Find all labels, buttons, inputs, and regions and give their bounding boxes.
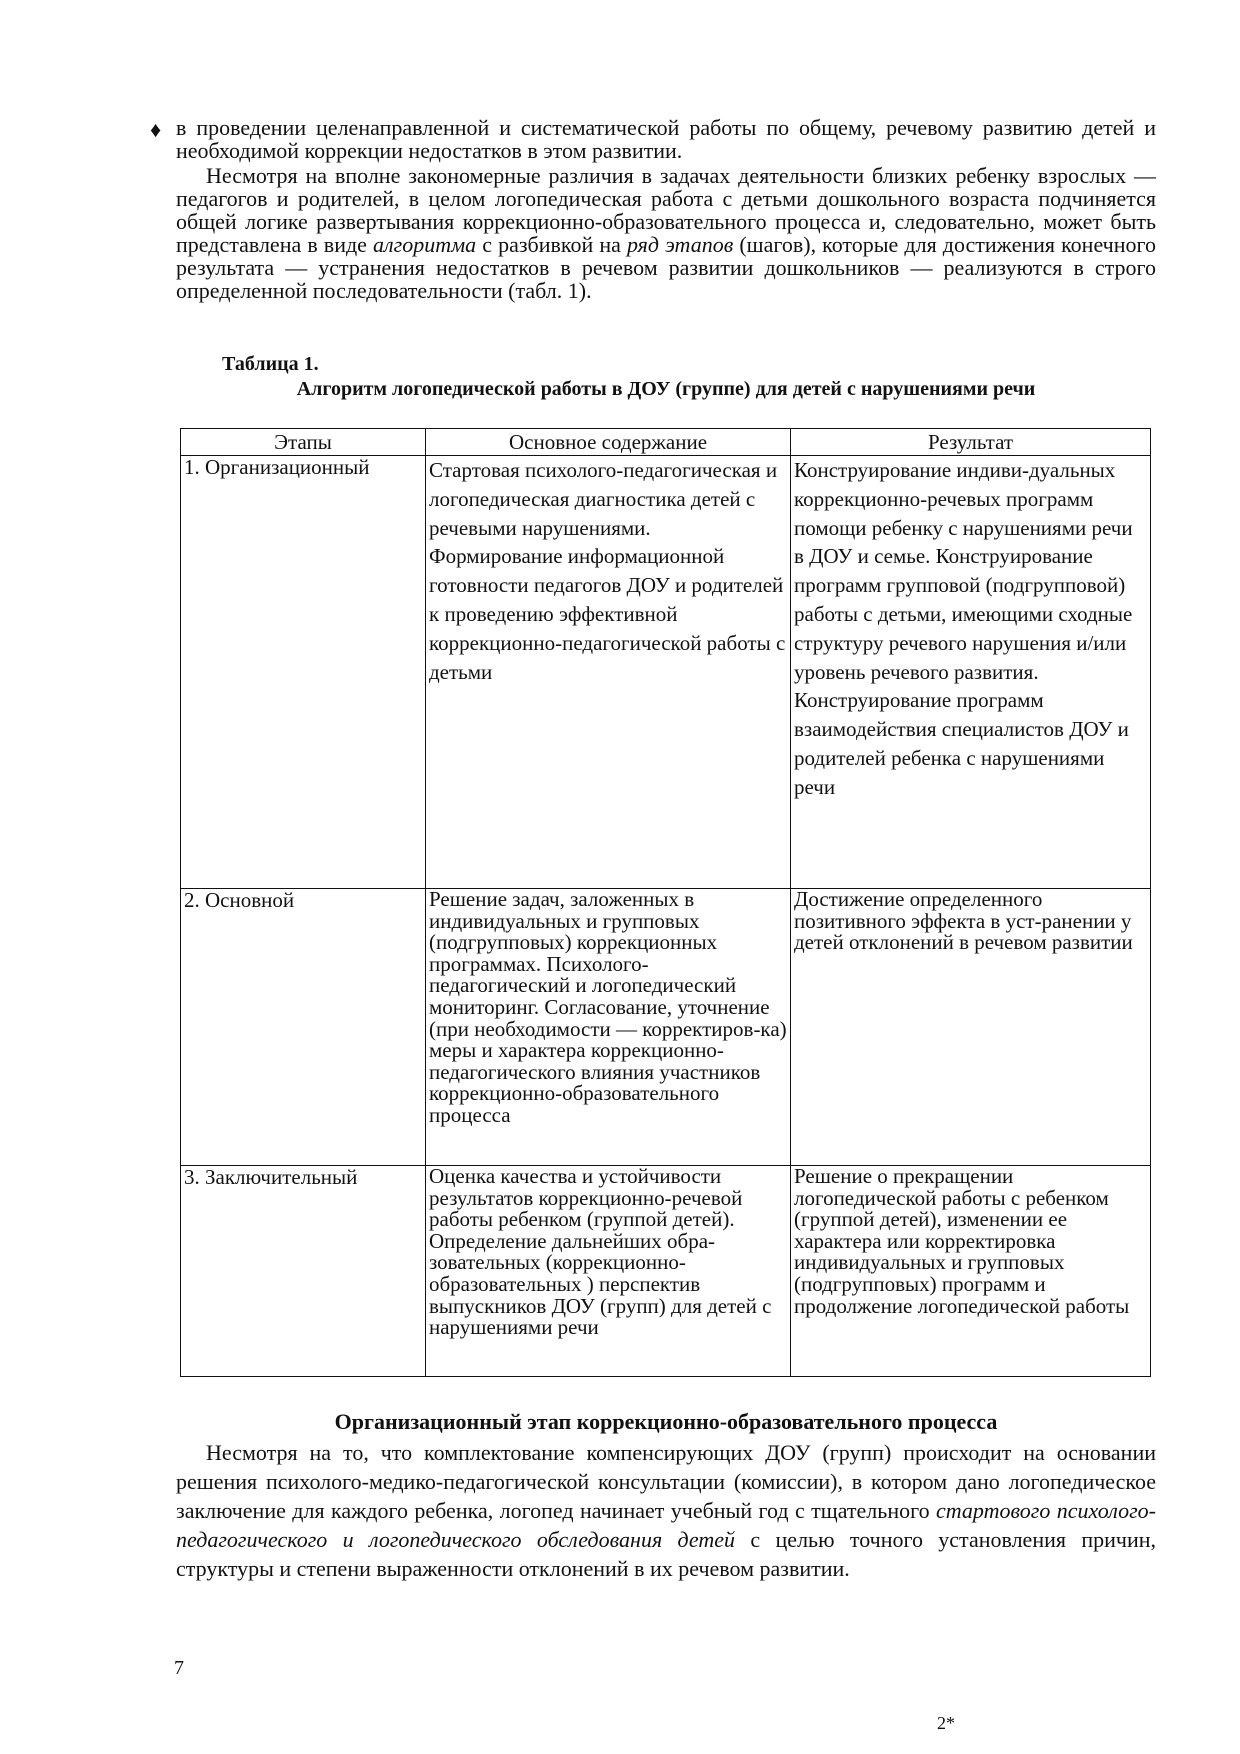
page-number: 7 [174,1657,184,1679]
table-header-row [181,429,1151,456]
signature-mark: 2* [937,1713,955,1733]
intro-paragraph [176,164,1156,302]
header-stages: Этапы [181,429,426,456]
content-cell: Стартовая психолого-педагогическая и логопедическая диагностика детей с речевыми нарушениями. Формирование информационной готовности педагогов ДОУ и родителей к проведению эффективной коррекционно-педагогической работы с детьми [426,456,791,889]
stage-cell: 1. Организационный [181,456,426,889]
intro-text-part2: с разбивкой на [476,232,627,257]
table-row [181,456,1151,889]
header-content: Основное содержание [426,429,791,456]
result-cell: Конструирование индиви-дуальных коррекционно-речевых программ помощи ребенку с нарушениями речи в ДОУ и семье. Конструирование программ групповой (подгрупповой) работы с детьми, имеющими сходные структуру речевого нарушения и/или уровень речевого развития. Конструирование программ взаимодействия специалистов ДОУ и родителей ребенка с нарушениями речи [791,456,1151,889]
diamond-bullet-icon: ♦ [150,117,162,142]
section-heading: Организационный этап коррекционно-образовательного процесса [334,1409,998,1434]
bullet-paragraph [176,116,1156,162]
algorithm-table [180,428,1151,1377]
header-result: Результат [791,429,1151,456]
bullet-text: в проведении целенаправленной и систематической работы по общему, речевому развитию детей и необходимой коррекции недостатков в этом развитии. [176,115,1156,163]
section-text-part1: Несмотря на то, что комплектование компенсирующих ДОУ (групп) происходит на основании решения психолого-медико-педагогической консультации (комиссии), в котором дано логопедическое заключение для каждого ребенка, логопед начинает учебный год с тщательного [176,1440,1156,1523]
intro-emphasis-stages: ряд этапов [626,232,734,257]
section-emphasis: стартового психолого-педагогического и логопедического обследования детей [176,1498,1156,1552]
table-row [181,1166,1151,1377]
section-paragraph [176,1438,1156,1583]
intro-emphasis-algorithm: алгоритма [373,232,477,257]
intro-text-part1: Несмотря на вполне закономерные различия в задачах деятельности близких ребенку взрослых — педагогов и родителей, в целом логопедическая работа с детьми дошкольного возраста подчиняется общей логике развертывания коррекционно-образовательного процесса и, следовательно, может быть представлена в виде [176,163,1156,257]
stage-cell: 2. Основной [181,889,426,1166]
table-row [181,889,1151,1166]
intro-text-part3: (шагов), которые для достижения конечного результата — устранения недостатков в речевом развитии дошкольников — реализуются в строго определенной последовательности (табл. 1). [176,232,1156,303]
result-cell: Решение о прекращении логопедической работы с ребенком (группой детей), изменении ее характера или корректировка индивидуальных и групповых (подгрупповых) программ и продолжение логопедической работы [791,1166,1151,1377]
table-title: Алгоритм логопедической работы в ДОУ (группе) для детей с нарушениями речи [296,378,1036,400]
result-cell: Достижение определенного позитивного эффекта в уст-ранении у детей отклонений в речевом развитии [791,889,1151,1166]
section-text-part2: с целью точного установления причин, структуры и степени выраженности отклонений в их речевом развитии. [176,1527,1156,1581]
content-cell: Оценка качества и устойчивости результатов коррекционно-речевой работы ребенком (группой детей). Определение дальнейших обра-зовательных (коррекционно-образовательных ) перспектив выпускников ДОУ (групп) для детей с нарушениями речи [426,1166,791,1377]
table-label: Таблица 1. [222,353,319,375]
stage-cell: 3. Заключительный [181,1166,426,1377]
content-cell: Решение задач, заложенных в индивидуальных и групповых (подгрупповых) коррекционных программах. Психолого-педагогический и логопедический мониторинг. Согласование, уточнение (при необходимости — корректиров-ка) меры и характера коррекционно-педагогического влияния участников коррекционно-образовательного процесса [426,889,791,1166]
